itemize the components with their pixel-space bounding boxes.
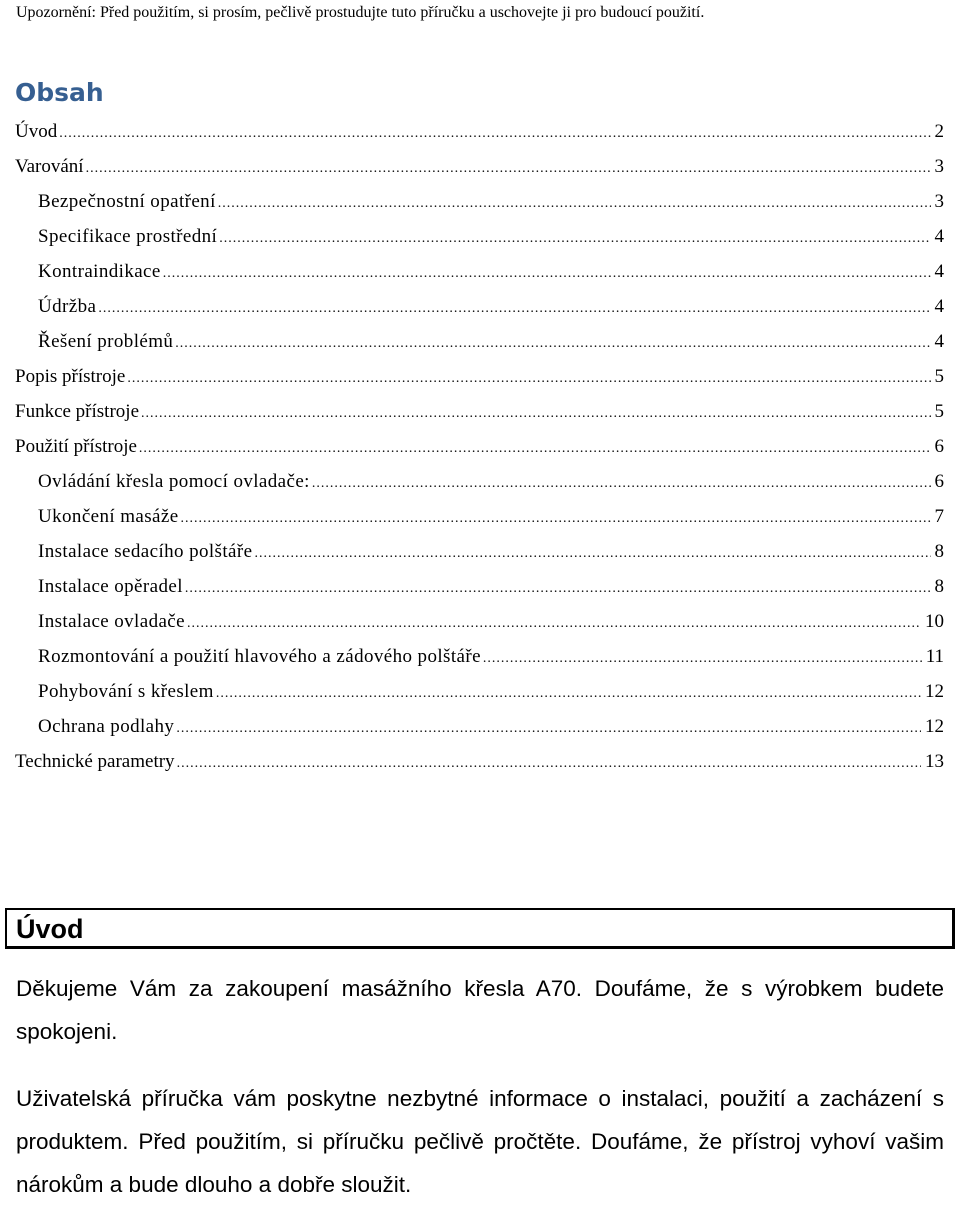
toc-entry[interactable] bbox=[0, 429, 960, 464]
toc-entry-title: Bezpečnostní opatření bbox=[38, 191, 216, 212]
toc-entry-page-number: 4 bbox=[934, 261, 944, 282]
toc-entry-page-number: 6 bbox=[934, 471, 944, 492]
toc-entry-title: Údržba bbox=[38, 296, 97, 317]
toc-entry-page-number: 3 bbox=[934, 191, 944, 212]
toc-heading: Obsah bbox=[15, 78, 104, 107]
toc-entry-page-number: 12 bbox=[925, 681, 944, 702]
toc-entry-title: Použití přístroje bbox=[15, 436, 137, 457]
toc-dot-leader bbox=[141, 396, 930, 431]
toc-entry-title: Instalace sedacího polštáře bbox=[38, 541, 253, 562]
toc-dot-leader bbox=[181, 501, 931, 536]
table-of-contents bbox=[0, 114, 960, 779]
toc-entry[interactable] bbox=[0, 569, 960, 604]
toc-entry-title: Ukončení masáže bbox=[38, 506, 179, 527]
toc-entry-page-number: 4 bbox=[934, 331, 944, 352]
toc-entry[interactable] bbox=[0, 709, 960, 744]
toc-entry[interactable] bbox=[0, 464, 960, 499]
toc-dot-leader bbox=[127, 361, 930, 396]
toc-entry[interactable] bbox=[0, 324, 960, 359]
intro-paragraph-1: Děkujeme Vám za zakoupení masážního křesla A70. Doufáme, že s výrobkem budete spokojeni. bbox=[16, 976, 944, 1044]
toc-entry-title: Úvod bbox=[15, 121, 58, 142]
toc-entry-title: Instalace ovladače bbox=[38, 611, 185, 632]
toc-dot-leader bbox=[176, 711, 921, 746]
toc-entry-page-number: 8 bbox=[934, 541, 944, 562]
toc-dot-leader bbox=[98, 291, 930, 326]
toc-entry-page-number: 11 bbox=[925, 646, 944, 667]
toc-entry-page-number: 10 bbox=[925, 611, 944, 632]
toc-entry[interactable] bbox=[0, 394, 960, 429]
toc-entry-title: Funkce přístroje bbox=[15, 401, 140, 422]
toc-entry-page-number: 13 bbox=[925, 751, 944, 772]
toc-entry[interactable] bbox=[0, 744, 960, 779]
toc-entry-page-number: 2 bbox=[934, 121, 944, 142]
toc-entry[interactable] bbox=[0, 254, 960, 289]
toc-entry-page-number: 4 bbox=[934, 226, 944, 247]
toc-entry[interactable] bbox=[0, 114, 960, 149]
section-heading-box bbox=[5, 908, 955, 949]
toc-entry[interactable] bbox=[0, 639, 960, 674]
toc-dot-leader bbox=[59, 116, 930, 151]
toc-dot-leader bbox=[175, 326, 930, 361]
toc-dot-leader bbox=[177, 746, 921, 781]
toc-dot-leader bbox=[187, 606, 921, 641]
header-warning-note: Upozornění: Před použitím, si prosím, pečlivě prostudujte tuto příručku a uschovejte ji pro budoucí použití. bbox=[16, 4, 705, 21]
toc-entry[interactable] bbox=[0, 184, 960, 219]
toc-entry-title: Rozmontování a použití hlavového a zádového polštáře bbox=[38, 646, 481, 667]
toc-dot-leader bbox=[86, 151, 931, 186]
toc-entry-page-number: 3 bbox=[934, 156, 944, 177]
intro-paragraph-2: Uživatelská příručka vám poskytne nezbytné informace o instalaci, použití a zacházení s produktem. Před použitím, si příručku pečlivě pročtěte. Doufáme, že přístroj vyhoví vašim nárokům a bude dlouho a dobře sloužit. bbox=[16, 1086, 944, 1197]
toc-entry-title: Varování bbox=[15, 156, 84, 177]
toc-entry[interactable] bbox=[0, 219, 960, 254]
toc-dot-leader bbox=[254, 536, 930, 571]
toc-entry-title: Řešení problémů bbox=[38, 331, 174, 352]
toc-entry-title: Technické parametry bbox=[15, 751, 175, 772]
toc-dot-leader bbox=[139, 431, 931, 466]
toc-entry[interactable] bbox=[0, 674, 960, 709]
toc-entry-page-number: 6 bbox=[934, 436, 944, 457]
toc-dot-leader bbox=[219, 221, 930, 256]
toc-entry[interactable] bbox=[0, 534, 960, 569]
toc-entry-page-number: 5 bbox=[934, 401, 944, 422]
toc-entry-page-number: 8 bbox=[934, 576, 944, 597]
toc-dot-leader bbox=[216, 676, 921, 711]
toc-dot-leader bbox=[218, 186, 931, 221]
toc-entry-title: Kontraindikace bbox=[38, 261, 161, 282]
toc-entry-page-number: 7 bbox=[934, 506, 944, 527]
toc-entry-page-number: 12 bbox=[925, 716, 944, 737]
toc-dot-leader bbox=[185, 571, 931, 606]
toc-entry[interactable] bbox=[0, 149, 960, 184]
toc-entry[interactable] bbox=[0, 604, 960, 639]
toc-entry-page-number: 4 bbox=[934, 296, 944, 317]
toc-entry[interactable] bbox=[0, 289, 960, 324]
toc-entry[interactable] bbox=[0, 499, 960, 534]
toc-entry-title: Specifikace prostřední bbox=[38, 226, 218, 247]
toc-dot-leader bbox=[483, 641, 922, 676]
toc-entry-page-number: 5 bbox=[934, 366, 944, 387]
toc-entry-title: Ovládání křesla pomocí ovladače: bbox=[38, 471, 310, 492]
toc-entry-title: Pohybování s křeslem bbox=[38, 681, 214, 702]
toc-dot-leader bbox=[163, 256, 931, 291]
toc-entry[interactable] bbox=[0, 359, 960, 394]
toc-entry-title: Ochrana podlahy bbox=[38, 716, 175, 737]
toc-entry-title: Popis přístroje bbox=[15, 366, 126, 387]
toc-dot-leader bbox=[312, 466, 931, 501]
toc-entry-title: Instalace opěradel bbox=[38, 576, 183, 597]
section-heading: Úvod bbox=[16, 914, 84, 944]
